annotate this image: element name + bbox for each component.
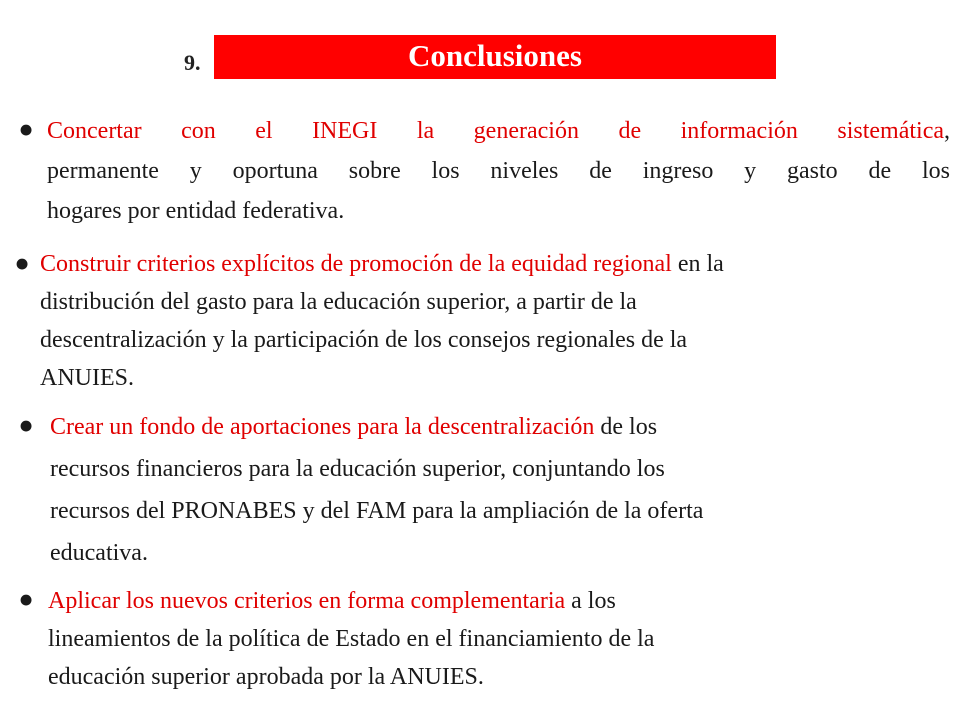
body-text: educativa.	[50, 540, 148, 566]
paragraph-line	[50, 456, 665, 483]
highlight-text: Aplicar los nuevos criterios en forma complementaria	[48, 588, 566, 614]
bullet-paragraph-3	[50, 414, 940, 574]
body-text: hogares por entidad federativa.	[47, 198, 345, 224]
bullet-dot: •	[18, 104, 35, 155]
body-text: recursos del PRONABES y del FAM para la ampliación de la oferta	[50, 498, 704, 524]
body-text: educación superior aprobada por la ANUIES.	[48, 664, 484, 690]
paragraph-line	[47, 198, 344, 225]
paragraph-line	[48, 588, 616, 615]
paragraph-line	[48, 664, 484, 691]
body-text: a los	[565, 588, 616, 614]
bullet-paragraph-1	[47, 118, 950, 238]
body-text: lineamientos de la política de Estado en el financiamiento de la	[48, 626, 655, 652]
paragraph-line	[50, 540, 148, 567]
body-text: permanente y oportuna sobre los niveles de ingreso y gasto de los	[47, 158, 950, 184]
paragraph-line	[50, 498, 703, 525]
paragraph-line	[40, 365, 134, 392]
body-text: ,	[944, 118, 950, 144]
body-text: distribución del gasto para la educación superior, a partir de la	[40, 289, 637, 315]
section-number: 9.	[184, 50, 201, 75]
highlight-text: Concertar con el INEGI la generación de información sistemática	[47, 118, 944, 144]
highlight-text: Crear un fondo de aportaciones para la descentralización	[50, 414, 595, 440]
paragraph-line	[47, 118, 950, 145]
page-title: Conclusiones	[408, 38, 582, 73]
paragraph-line	[40, 251, 724, 278]
bullet-dot: •	[18, 400, 35, 451]
paragraph-line	[47, 158, 950, 185]
bullet-paragraph-4	[48, 588, 938, 708]
bullet-paragraph-2	[40, 251, 948, 401]
body-text: ANUIES.	[40, 365, 134, 391]
highlight-text: Construir criterios explícitos de promoción de la equidad regional	[40, 251, 672, 277]
paragraph-line	[48, 626, 654, 653]
paragraph-line	[50, 414, 657, 441]
paragraph-line	[40, 289, 637, 316]
bullet-dot: •	[18, 574, 35, 625]
bullet-dot: •	[14, 238, 31, 289]
body-text: de los	[594, 414, 658, 440]
paragraph-line	[40, 327, 687, 354]
body-text: recursos financieros para la educación superior, conjuntando los	[50, 456, 665, 482]
body-text: descentralización y la participación de los consejos regionales de la	[40, 327, 688, 353]
body-text: en la	[671, 251, 724, 277]
title-banner	[214, 35, 776, 79]
